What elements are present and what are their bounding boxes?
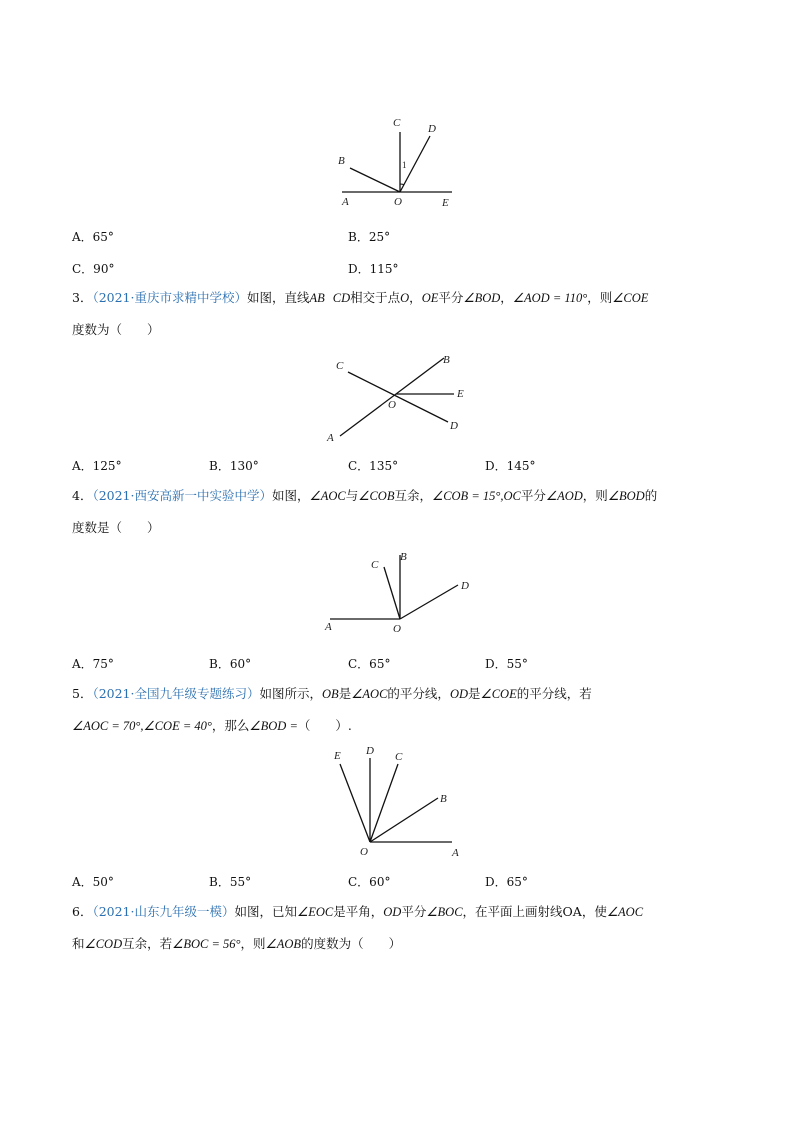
q5-source: （2021·全国九年级专题练习）: [92, 686, 260, 701]
q6-stem: [72, 896, 732, 960]
q4-math-cob: ∠COB: [358, 489, 395, 503]
label-a: A: [452, 847, 459, 859]
q3-option-a[interactable]: A．125°: [72, 459, 122, 473]
q5-text: 是: [338, 686, 352, 701]
q3-text: ，则: [587, 290, 613, 305]
ray-od: [400, 585, 458, 619]
q5-math-od: OD: [449, 687, 468, 701]
ray-ob: [370, 798, 438, 842]
q3-diagram: [326, 350, 476, 445]
q4-math-aod: ∠AOD: [545, 489, 583, 503]
q4-text: 的: [644, 488, 658, 503]
q5-stem: [72, 678, 732, 742]
q5-option-a[interactable]: A．50°: [72, 875, 114, 889]
q4-option-d[interactable]: D．55°: [485, 657, 528, 671]
q3-figure: [326, 350, 476, 445]
label-c: C: [371, 559, 379, 571]
q4-text: ，则: [582, 488, 608, 503]
q5-math-bod: ∠BOD =: [249, 719, 298, 733]
q5-text: 是: [468, 686, 481, 701]
line-ab: [340, 358, 444, 436]
q3-math-bod: ∠BOD: [463, 291, 501, 305]
q3-option-c[interactable]: C．135°: [348, 459, 399, 473]
q2-option-c[interactable]: C．90°: [72, 262, 115, 276]
q2-option-d[interactable]: D．115°: [348, 262, 399, 276]
q4-option-a[interactable]: A．75°: [72, 657, 114, 671]
label-a: A: [327, 432, 334, 444]
q3-source: （2021·重庆市求精中学校）: [92, 290, 247, 305]
q5-option-b[interactable]: B．55°: [209, 875, 252, 889]
q5-figure: [326, 740, 476, 860]
q3-option-d[interactable]: D．145°: [485, 459, 536, 473]
q6-text: ，则: [240, 936, 266, 951]
ray-oc: [384, 567, 400, 619]
q3-stem: [72, 282, 732, 346]
q3-line2: 度数为（ ）: [72, 322, 160, 337]
q6-text: ，在平面上画射线OA，使: [462, 904, 607, 919]
q6-math-aob: ∠AOB: [265, 937, 302, 951]
q3-math-cd: CD: [332, 291, 351, 305]
label-d: D: [461, 580, 469, 592]
q4-text: 如图，: [272, 488, 310, 503]
label-a: A: [325, 621, 332, 633]
q6-text: 是平角，: [333, 904, 384, 919]
q4-diagram: [322, 545, 482, 637]
label-b: B: [443, 354, 450, 366]
q6-number: 6．: [72, 904, 93, 919]
q4-figure: [322, 545, 482, 637]
q3-math-ab: AB: [309, 291, 325, 305]
q4-source: （2021·西安高新一中实验中学）: [92, 488, 272, 503]
q2-option-b[interactable]: B．25°: [348, 230, 391, 244]
label-b: B: [440, 793, 447, 805]
q3-number: 3．: [72, 290, 93, 305]
q4-math-eq: ∠COB = 15°,OC: [431, 489, 521, 503]
q3-text: 相交于点: [350, 290, 401, 305]
q6-text: 和: [72, 936, 85, 951]
q3-math-oe: OE: [421, 291, 439, 305]
label-o: O: [360, 846, 368, 858]
q4-line1: [72, 480, 732, 512]
q6-text: 如图，已知: [234, 904, 298, 919]
q6-line1: [72, 896, 732, 928]
q6-math-eoc: ∠EOC: [297, 905, 334, 919]
q6-text: 的度数为（ ）: [301, 936, 402, 951]
line-cd: [348, 372, 448, 422]
q6-text: 互余，若: [122, 936, 173, 951]
label-b: B: [400, 551, 407, 563]
q5-text: （ ）.: [297, 718, 352, 733]
label-d: D: [366, 745, 374, 757]
q5-math-eq: ∠AOC = 70°,∠COE = 40°: [72, 719, 212, 733]
label-1: 1: [402, 160, 407, 170]
q5-line1: [72, 678, 732, 710]
q4-option-b[interactable]: B．60°: [209, 657, 252, 671]
q3-math-eq: ∠AOD = 110°: [512, 291, 588, 305]
q5-number: 5．: [72, 686, 93, 701]
q4-math-aoc: ∠AOC: [309, 489, 346, 503]
label-d: D: [450, 420, 458, 432]
q6-math-boc: ∠BOC: [426, 905, 463, 919]
label-c: C: [395, 751, 403, 763]
label-d: D: [428, 123, 436, 135]
q3-text: 平分: [438, 290, 464, 305]
q2-option-a[interactable]: A．65°: [72, 230, 114, 244]
q5-diagram: [326, 740, 476, 860]
q6-math-cod: ∠COD: [84, 937, 123, 951]
q5-line2: [72, 710, 732, 742]
label-a: A: [342, 196, 349, 208]
q6-source: （2021·山东九年级一模）: [92, 904, 235, 919]
label-b: B: [338, 155, 345, 167]
label-c: C: [393, 117, 401, 129]
q5-text: 的平分线，: [387, 686, 450, 701]
label-o: O: [393, 623, 401, 635]
q4-text: 互余，: [394, 488, 432, 503]
q4-text: 平分: [520, 488, 546, 503]
q6-math-aoc: ∠AOC: [606, 905, 644, 919]
q5-option-d[interactable]: D．65°: [485, 875, 528, 889]
q3-text: ，: [500, 290, 513, 305]
q3-text: 如图，直线: [247, 290, 310, 305]
ray-oe: [340, 764, 370, 842]
q6-math-od: OD: [383, 905, 402, 919]
q4-option-c[interactable]: C．65°: [348, 657, 391, 671]
q3-option-b[interactable]: B．130°: [209, 459, 259, 473]
q5-math-aoc: ∠AOC: [351, 687, 388, 701]
label-c: C: [336, 360, 344, 372]
q4-number: 4．: [72, 488, 93, 503]
q5-text: 如图所示，: [259, 686, 323, 701]
q3-math-coe: ∠COE: [612, 291, 649, 305]
label-o: O: [388, 399, 396, 411]
q4-math-bod: ∠BOD: [607, 489, 645, 503]
q5-math-ob: OB: [322, 687, 339, 701]
q2-figure: [330, 110, 460, 210]
label-e: E: [334, 750, 341, 762]
q3-text: ，: [409, 290, 422, 305]
q6-line2: [72, 928, 732, 960]
q5-math-coe: ∠COE: [480, 687, 517, 701]
q5-text: ，那么: [211, 718, 250, 733]
q4-text: 与: [345, 488, 359, 503]
label-e: E: [457, 388, 464, 400]
q4-stem: [72, 480, 732, 544]
label-o: O: [394, 196, 402, 208]
q6-text: 平分: [401, 904, 427, 919]
q5-text: 的平分线，若: [516, 686, 592, 701]
q6-math-eq: ∠BOC = 56°: [172, 937, 241, 951]
q4-line2: 度数是（ ）: [72, 520, 160, 535]
q2-diagram: [330, 110, 460, 210]
label-e: E: [442, 197, 449, 209]
ray-ob: [350, 168, 400, 192]
q3-math-o: O: [400, 291, 410, 305]
q3-line1: [72, 282, 732, 314]
ray-oc: [370, 764, 398, 842]
q5-option-c[interactable]: C．60°: [348, 875, 391, 889]
